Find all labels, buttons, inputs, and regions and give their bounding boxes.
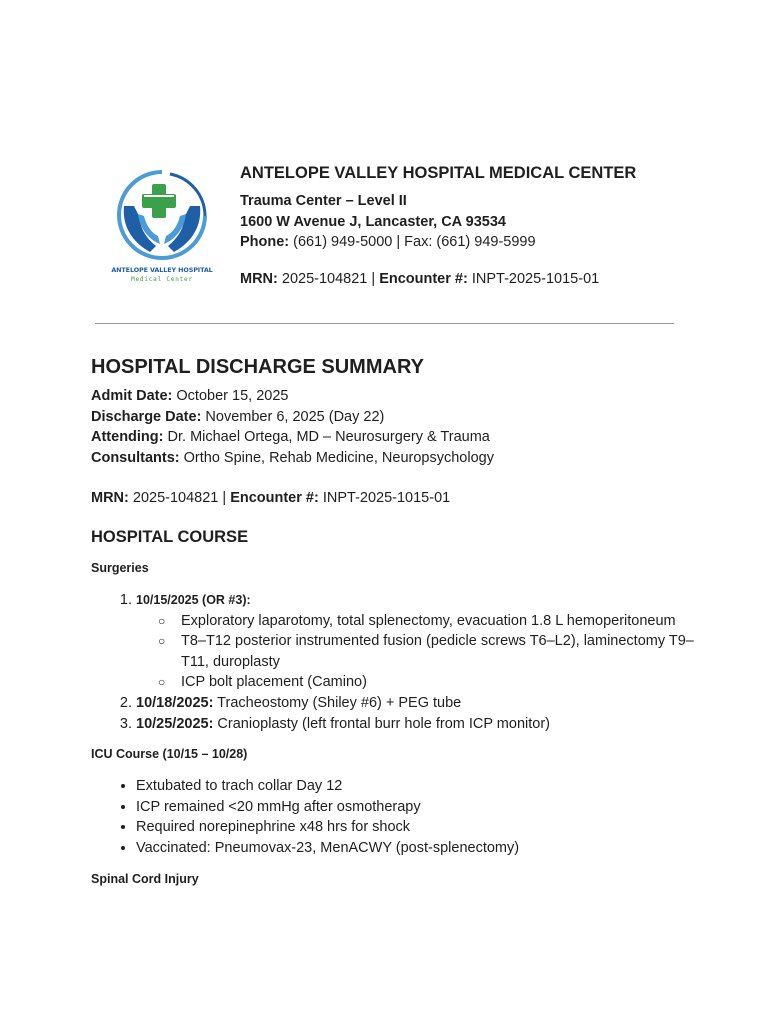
- logo-name-text: ANTELOPE VALLEY HOSPITAL: [111, 266, 213, 274]
- admit-label: Admit Date:: [91, 388, 173, 404]
- summary-mrn-line: [91, 488, 711, 509]
- document-title: HOSPITAL DISCHARGE SUMMARY: [91, 356, 424, 378]
- medical-cross-hands-icon: [110, 166, 214, 266]
- list-item: • Vaccinated: Pneumovax-23, MenACWY (post-splenectomy): [136, 838, 711, 859]
- surgery-date-label: 10/18/2025:: [136, 694, 214, 711]
- surgery-date-label: 10/25/2025:: [136, 715, 214, 732]
- encounter-label: Encounter #:: [230, 490, 319, 507]
- contact-line: [240, 232, 636, 253]
- attending-value: Dr. Michael Ortega, MD – Neurosurgery & Trauma: [163, 429, 490, 446]
- consultants-label: Consultants:: [91, 449, 180, 466]
- list-item: ○ Exploratory laparotomy, total splenectomy, evacuation 1.8 L hemoperitoneum: [181, 611, 711, 632]
- admit-value: October 15, 2025: [172, 388, 289, 404]
- header-mrn-line: [240, 269, 636, 290]
- procedures-sublist: [136, 611, 711, 693]
- list-item: ○ T8–T12 posterior instrumented fusion (pedicle screws T6–L2), laminectomy T9–T11, duroplasty: [181, 631, 711, 672]
- encounter-value: INPT-2025-1015-01: [467, 270, 600, 287]
- mrn-label: MRN:: [240, 270, 278, 287]
- consultants-value: Ortho Spine, Rehab Medicine, Neuropsychology: [179, 449, 494, 466]
- discharge-summary-body: [91, 355, 711, 901]
- hospital-name: ANTELOPE VALLEY HOSPITAL MEDICAL CENTER: [240, 164, 637, 182]
- list-item: [136, 693, 711, 714]
- header-divider: [95, 323, 674, 324]
- surgeries-list: [91, 590, 711, 734]
- surgery-date-label: 10/15/2025 (OR #3):: [136, 592, 251, 607]
- discharge-date-line: [91, 407, 711, 428]
- attending-line: [91, 427, 711, 448]
- consultants-line: [91, 448, 711, 469]
- icu-course-heading: ICU Course (10/15 – 10/28): [91, 747, 248, 762]
- mrn-value: 2025-104821 |: [277, 270, 380, 287]
- surgeries-heading: Surgeries: [91, 560, 149, 575]
- attending-label: Attending:: [91, 429, 164, 446]
- list-item: • ICP remained <20 mmHg after osmotherapy: [136, 797, 711, 818]
- phone-fax-value: (661) 949-5000 | Fax: (661) 949-5999: [289, 234, 536, 250]
- discharge-label: Discharge Date:: [91, 408, 202, 425]
- trauma-level: Trauma Center – Level II: [240, 193, 407, 209]
- discharge-value: November 6, 2025 (Day 22): [201, 408, 385, 425]
- list-item: • Extubated to trach collar Day 12: [136, 776, 711, 797]
- list-item: [136, 714, 711, 735]
- letterhead: [240, 164, 636, 289]
- mrn-label: MRN:: [91, 490, 129, 507]
- hospital-address: 1600 W Avenue J, Lancaster, CA 93534: [240, 213, 506, 230]
- hospital-course-heading: HOSPITAL COURSE: [91, 527, 249, 546]
- admit-date-line: [91, 386, 711, 407]
- list-item: • Required norepinephrine x48 hrs for shock: [136, 817, 711, 838]
- encounter-value: INPT-2025-1015-01: [318, 490, 451, 507]
- icu-course-list: [91, 776, 711, 858]
- spinal-cord-injury-heading: Spinal Cord Injury: [91, 871, 199, 886]
- hospital-logo: [110, 166, 214, 286]
- encounter-label: Encounter #:: [379, 270, 468, 287]
- logo-subtitle-text: Medical Center: [131, 276, 193, 283]
- surgery-description: Tracheostomy (Shiley #6) + PEG tube: [213, 694, 462, 711]
- list-item: [136, 590, 711, 693]
- phone-label: Phone:: [240, 234, 290, 250]
- mrn-value: 2025-104821 |: [128, 490, 231, 507]
- list-item: ○ ICP bolt placement (Camino): [181, 672, 711, 693]
- surgery-description: Cranioplasty (left frontal burr hole from ICP monitor): [213, 715, 550, 732]
